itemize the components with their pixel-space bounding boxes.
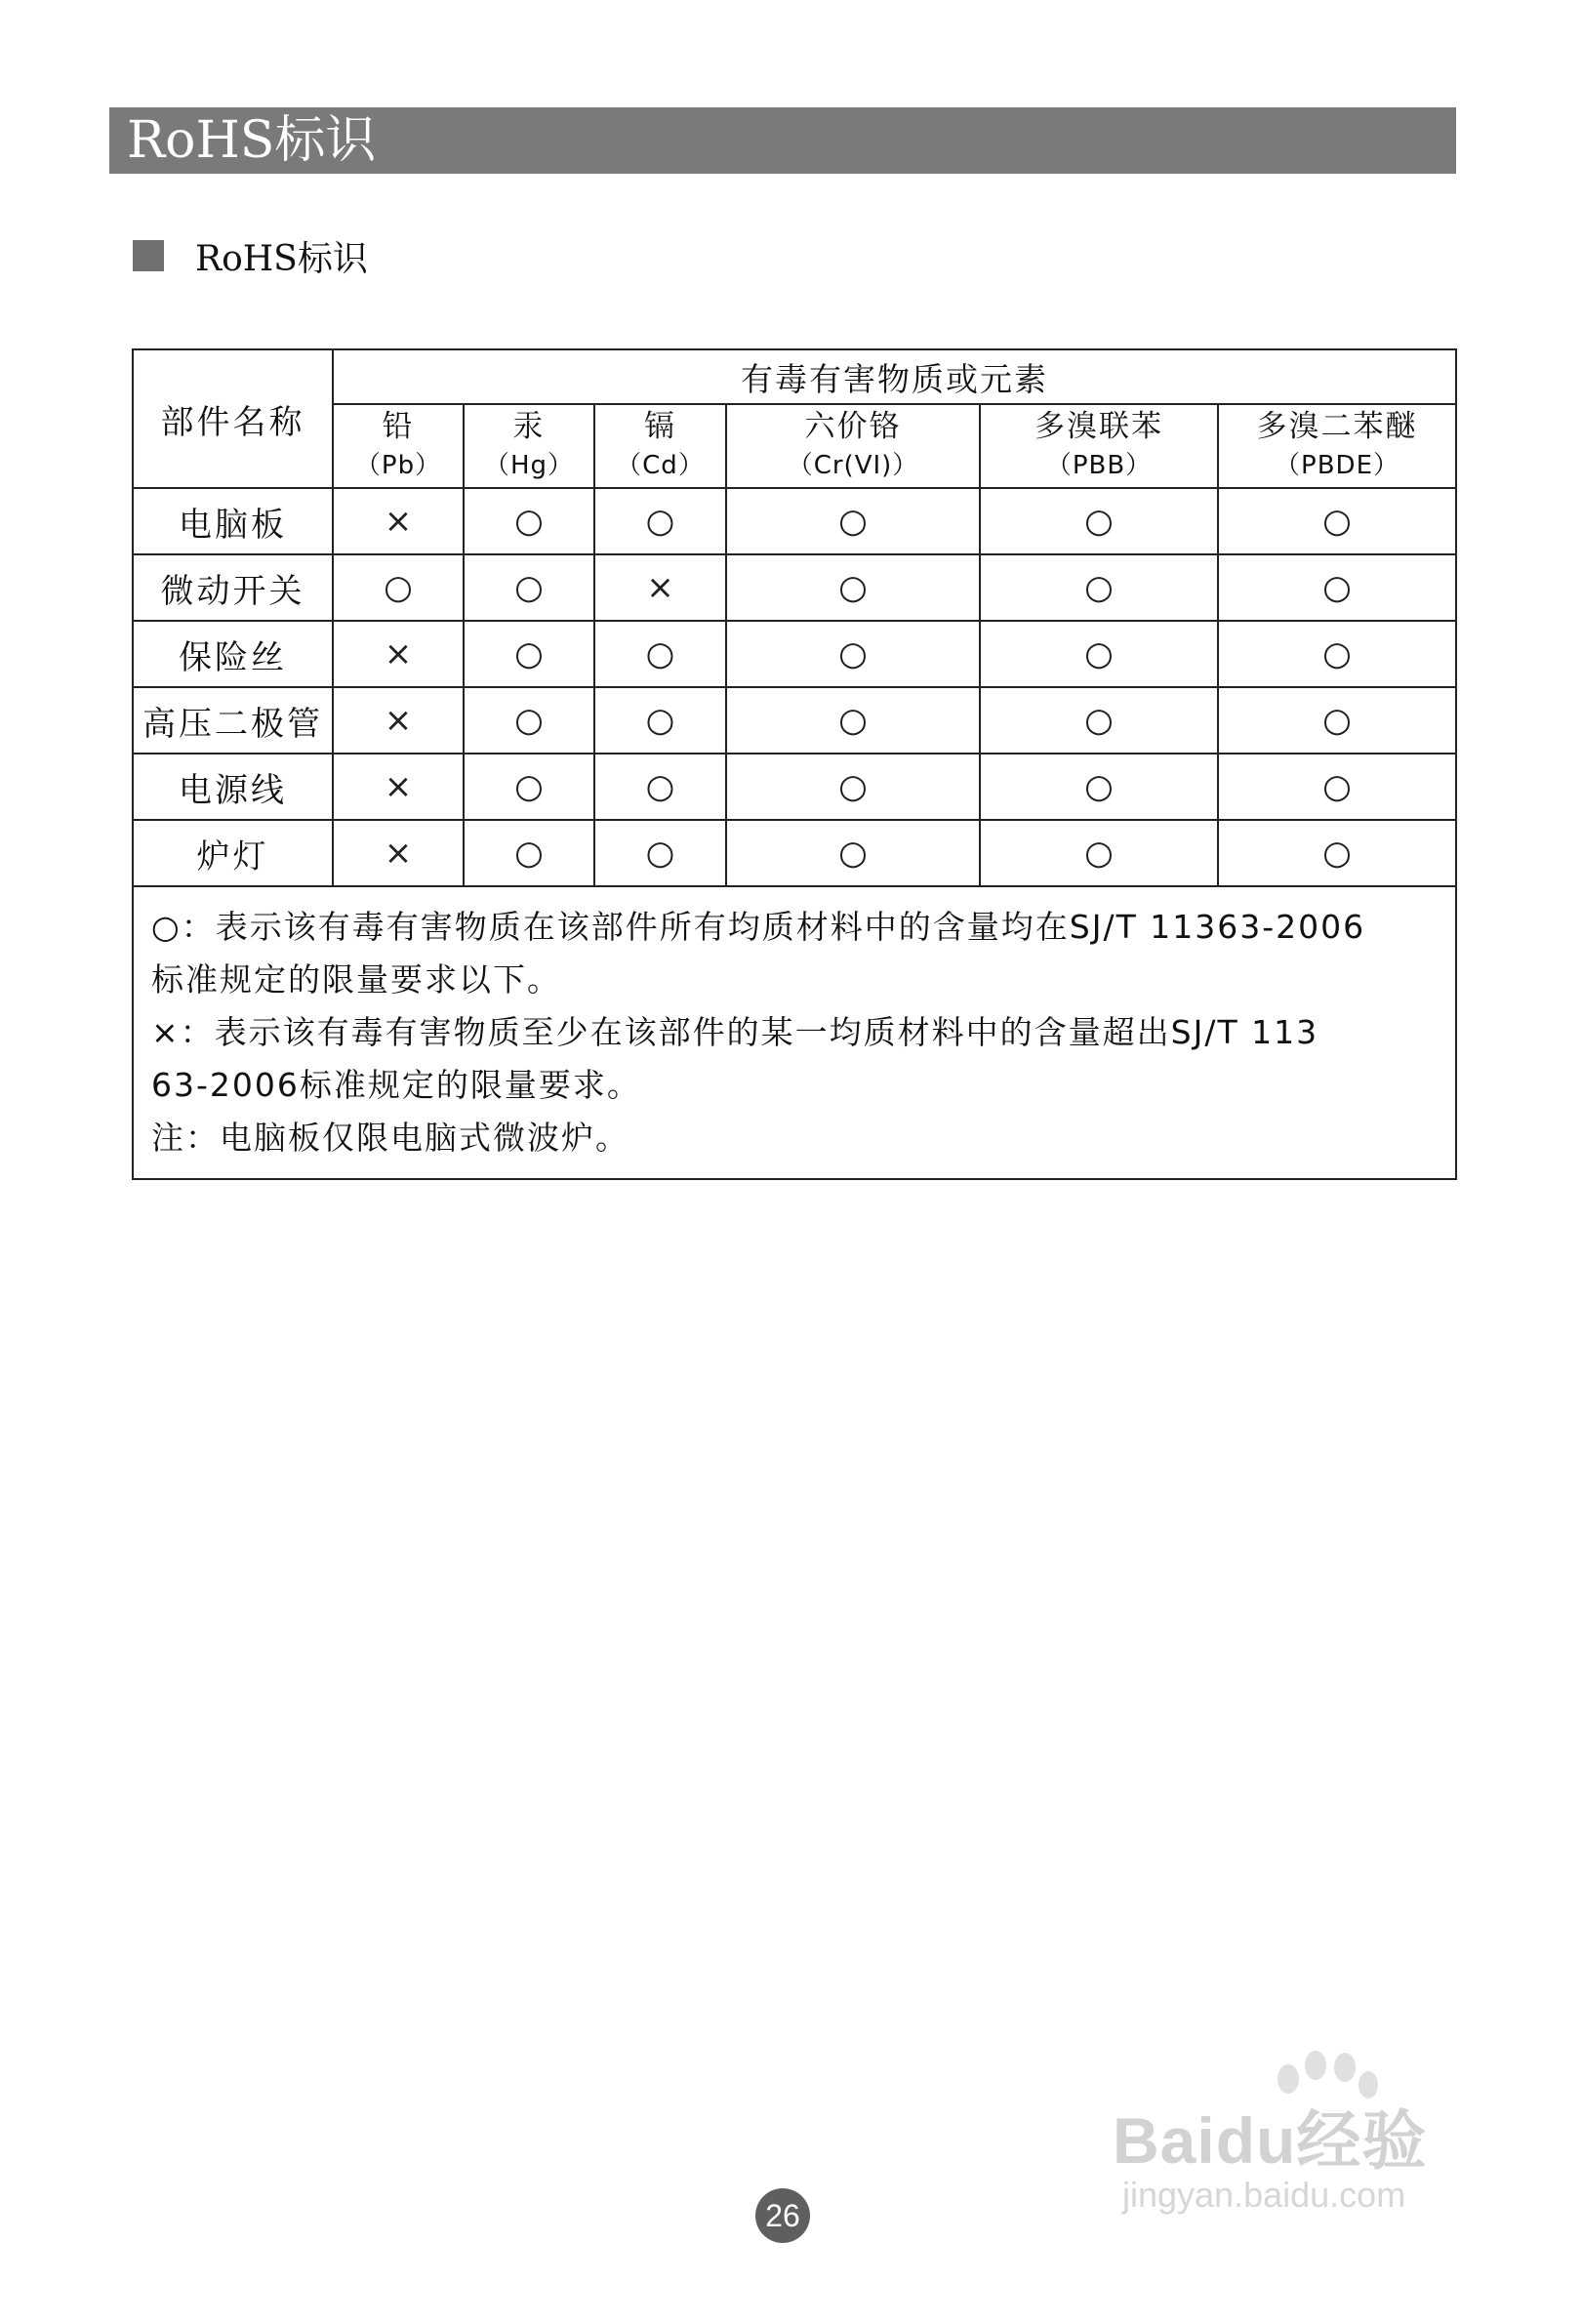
mark-cell: ○ [726,754,980,820]
part-name-cell: 炉灯 [133,820,333,886]
page-number: 26 [755,2188,810,2243]
table-row [133,754,1456,820]
mark-cell: ○ [1218,687,1456,754]
mark-cell: ○ [1218,554,1456,621]
mark-cell: × [333,820,464,886]
substance-header-mercury [464,404,594,488]
mark-cell: × [594,554,726,621]
mark-cell: ○ [726,554,980,621]
page-title: RoHS标识 [109,107,1456,174]
substance-name: 六价铬 [804,409,902,444]
mark-cell: ○ [594,820,726,886]
watermark-url: jingyan.baidu.com [1122,2175,1406,2215]
mark-cell: ○ [726,488,980,554]
mark-cell: ○ [980,820,1218,886]
substance-symbol: （PBDE） [1275,451,1399,480]
substance-name: 多溴二苯醚 [1256,409,1418,444]
mark-cell: ○ [1218,621,1456,687]
bullet-square-icon [133,240,164,271]
substance-name: 汞 [512,409,546,444]
mark-cell: ○ [464,621,594,687]
substance-symbol: （Hg） [483,451,575,480]
mark-cell: ○ [594,621,726,687]
substance-group-header: 有毒有害物质或元素 [333,349,1456,404]
substance-header-chromium [726,404,980,488]
mark-cell: × [333,488,464,554]
substance-name: 多溴联苯 [1034,409,1163,444]
substance-header-cadmium [594,404,726,488]
table-row [133,621,1456,687]
mark-cell: ○ [980,687,1218,754]
mark-cell: ○ [726,687,980,754]
section-heading-text: RoHS标识 [195,238,368,279]
part-name-cell: 电源线 [133,754,333,820]
mark-cell: × [333,621,464,687]
part-name-cell: 高压二极管 [133,687,333,754]
mark-cell: ○ [464,554,594,621]
rohs-table [132,348,1457,1180]
mark-cell: ○ [1218,488,1456,554]
mark-cell: ○ [594,754,726,820]
mark-cell: ○ [980,754,1218,820]
section-heading [133,234,368,277]
note-line: 63-2006标准规定的限量要求。 [151,1066,641,1104]
baidu-watermark [1103,2050,1493,2245]
note-line: ×：表示该有毒有害物质至少在该部件的某一均质材料中的含量超出SJ/T 113 [151,1013,1319,1051]
mark-cell: ○ [594,488,726,554]
mark-cell: × [333,687,464,754]
substance-symbol: （PBB） [1045,451,1153,480]
substance-name: 镉 [644,409,676,444]
mark-cell: ○ [1218,754,1456,820]
table-notes [133,886,1456,1179]
substance-symbol: （Cd） [616,451,705,480]
part-name-header: 部件名称 [133,349,333,488]
mark-cell: ○ [333,554,464,621]
part-name-cell: 保险丝 [133,621,333,687]
table-row [133,820,1456,886]
substance-symbol: （Pb） [354,451,442,480]
mark-cell: ○ [726,621,980,687]
mark-cell: ○ [464,488,594,554]
table-row [133,687,1456,754]
mark-cell: ○ [1218,820,1456,886]
table-row [133,488,1456,554]
mark-cell: ○ [594,687,726,754]
substance-header-lead [333,404,464,488]
mark-cell: ○ [980,621,1218,687]
mark-cell: ○ [464,820,594,886]
mark-cell: ○ [464,754,594,820]
note-line: 标准规定的限量要求以下。 [151,960,561,999]
watermark-logo: Baidu经验 [1113,2104,1428,2177]
mark-cell: ○ [726,820,980,886]
substance-header-pbde [1218,404,1456,488]
substance-name: 铅 [382,409,415,444]
note-line: ○：表示该有毒有害物质在该部件所有均质材料中的含量均在SJ/T 11363-2006 [151,908,1366,946]
part-name-cell: 电脑板 [133,488,333,554]
part-name-cell: 微动开关 [133,554,333,621]
mark-cell: ○ [464,687,594,754]
mark-cell: ○ [980,554,1218,621]
mark-cell: × [333,754,464,820]
table-row [133,554,1456,621]
note-line: 注：电脑板仅限电脑式微波炉。 [151,1119,629,1157]
mark-cell: ○ [980,488,1218,554]
substance-header-pbb [980,404,1218,488]
substance-symbol: （Cr(VI)） [787,451,919,480]
